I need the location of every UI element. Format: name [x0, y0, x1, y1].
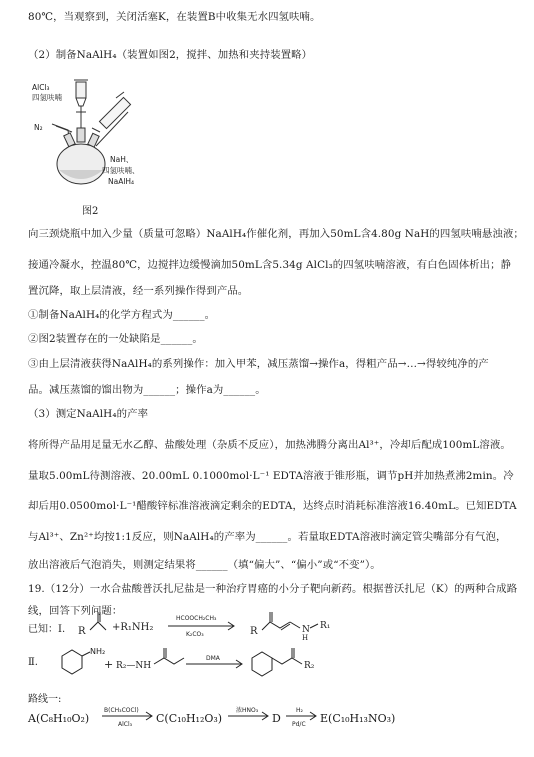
plus-sign: +: [104, 658, 114, 671]
three-neck-flask: [57, 144, 105, 184]
label-nah: NaH、: [110, 155, 134, 164]
text-line-8: ③由上层清液获得NaAlH₄的系列操作：加入甲苯，减压蒸馏→操作a，得粗产品→…→得较纯净的产: [28, 358, 489, 370]
known-ii-label: Ⅱ.: [28, 657, 38, 668]
r-group-label: R: [78, 626, 86, 637]
route-r1-top: B(CH₃COCl): [104, 707, 139, 714]
nh2-label: NH₂: [90, 647, 106, 656]
route-r1-bottom: AlCl₃: [118, 721, 133, 728]
product-n-label: N: [302, 625, 310, 635]
apparatus-figure: [30, 78, 160, 198]
text-line-7: ②图2装置存在的一处缺陷是______。: [28, 333, 203, 345]
dropping-funnel: [74, 80, 88, 128]
label-n2: N₂: [34, 123, 43, 132]
text-line-5: 置沉降，取上层清液，经一系列操作得到产品。: [28, 285, 249, 297]
dma-label: DMA: [206, 655, 220, 662]
label-alcl3: AlCl₃: [32, 83, 50, 92]
route-arrow-2: [226, 704, 272, 728]
text-line-2: （2）制备NaAlH₄（装置如图2，搅拌、加热和夹持装置略）: [28, 49, 313, 61]
product-r-label: R: [250, 626, 258, 637]
text-line-6: ①制备NaAlH₄的化学方程式为______。: [28, 309, 216, 321]
route-arrow-1: [100, 704, 156, 728]
reaction-2-scheme: [46, 642, 506, 682]
text-line-16: 19.（12分）一水合盐酸普沃扎尼盐是一种治疗胃癌的小分子靶向新药。根据普沃扎尼（K）的两种合成路: [28, 583, 518, 595]
label-thf-right: 四氢呋喃、: [102, 166, 140, 175]
reagent-top: HCOOCH₂CH₃: [176, 615, 217, 622]
product-h-label: H: [302, 634, 309, 642]
figure-caption: 图2: [82, 206, 99, 217]
route-e: E(C₁₀H₁₃NO₃): [320, 712, 396, 725]
text-line-4: 接通冷凝水，控温80℃，边搅拌边缓慢滴加50mL含5.34g AlCl₃的四氢呋喃溶液，有白色固体析出；静: [28, 259, 512, 271]
text-line-1: 80℃，当观察到，关闭活塞K，在装置B中收集无水四氢呋喃。: [28, 11, 321, 23]
text-line-12: 量取5.00mL待测溶液、20.00mL 0.1000mol·L⁻¹ EDTA溶液于锥形瓶，调节pH并加热煮沸2min。冷: [28, 470, 514, 482]
label-naalh4: NaAlH₄: [108, 177, 135, 186]
route-d: D: [272, 712, 281, 725]
route-r3-bottom: Pd/C: [292, 721, 306, 728]
route-a: A(C₈H₁₀O₂): [28, 712, 90, 725]
text-line-10: （3）测定NaAlH₄的产率: [28, 408, 149, 420]
reagent-bottom: K₂CO₃: [186, 631, 204, 638]
product-r1-label: R₁: [320, 621, 331, 631]
product-r2-label: R₂: [304, 661, 315, 671]
text-line-3: 向三颈烧瓶中加入少量（质量可忽略）NaAlH₄作催化剂，再加入50mL含4.80g NaH的四氢呋喃悬浊液；: [28, 228, 524, 240]
route-label: 路线一:: [28, 694, 62, 705]
route-r3-top: H₂: [296, 707, 303, 714]
route-arrow-3: [284, 704, 320, 728]
label-thf-top: 四氢呋喃: [32, 93, 62, 102]
text-line-17: 线，回答下列问题：: [28, 605, 123, 617]
route-c: C(C₁₀H₁₂O₃): [156, 712, 223, 725]
known-label: 已知：Ⅰ.: [28, 624, 66, 635]
r2nh-label: R₂—NH: [116, 661, 152, 671]
reaction-1-scheme: [76, 606, 516, 642]
text-line-14: 与Al³⁺、Zn²⁺均按1:1反应，则NaAlH₄的产率为______。若量取EDTA溶液时滴定管尖嘴部分有气泡，: [28, 531, 507, 543]
r1nh2-label: +R₁NH₂: [112, 622, 154, 633]
text-line-15: 放出溶液后气泡消失，则测定结果将______（填“偏大”、“偏小”或“不变”）。: [28, 559, 381, 571]
text-line-11: 将所得产品用足量无水乙醇、盐酸处理（杂质不反应），加热沸腾分离出Al³⁺，冷却后配成100mL溶液。: [28, 439, 511, 451]
text-line-13: 却后用0.0500mol·L⁻¹醋酸锌标准溶液滴定剩余的EDTA，达终点时消耗标准溶液16.40mL。已知EDTA: [28, 500, 517, 512]
text-line-9: 品。减压蒸馏的馏出物为______；操作a为______。: [28, 384, 266, 396]
route-r2-top: 浓HNO₃: [236, 707, 259, 714]
